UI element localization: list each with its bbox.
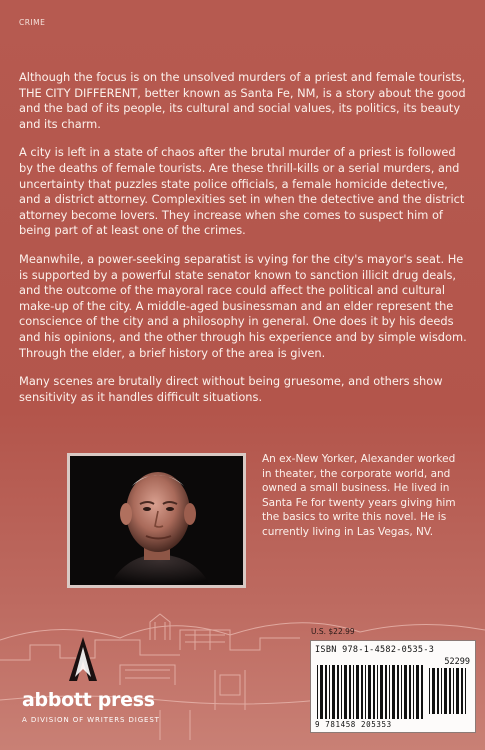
price-addon-barcode-bars	[429, 668, 469, 714]
ean-barcode-bars	[317, 665, 425, 719]
publisher-block	[20, 637, 190, 737]
isbn-number: ISBN 978-1-4582-0535-3	[315, 645, 435, 655]
author-photo	[67, 453, 246, 588]
blurb-paragraph-1: Although the focus is on the unsolved murders of a priest and female tourists, THE CITY DIFFERENT, better known as Santa Fe, NM, is a story about the good and the bad of its people, its cultural and social values, its politics, its beauty and its charm.	[19, 70, 466, 131]
isbn-barcode	[310, 640, 476, 733]
ean-digits: 9 781458 205353	[315, 720, 392, 729]
publisher-name: abbott press	[22, 689, 155, 711]
book-description	[19, 70, 471, 418]
price-label: U.S. $22.99	[311, 627, 355, 636]
genre-label: CRIME	[19, 18, 46, 27]
blurb-paragraph-4: Many scenes are brutally direct without being gruesome, and others show sensitivity as it handles difficult situations.	[19, 374, 443, 404]
blurb-paragraph-2: A city is left in a state of chaos after the brutal murder of a priest is followed by the deaths of female tourists. Are these thrill-kills or a serial murders, and uncertainty that puzzles state police officials, a female homicide detective, and a district attorney. Complexities set in when the detective and the district attorney become lovers. They increase when she comes to suspect him of being part of at least one of the crimes.	[19, 145, 465, 238]
author-portrait-image	[70, 456, 243, 585]
abbott-press-logo-icon	[61, 637, 105, 687]
publisher-tagline: A DIVISION OF WRITERS DIGEST	[22, 716, 160, 724]
blurb-paragraph-3: Meanwhile, a power-seeking separatist is vying for the city's mayor's seat. He is supported by a powerful state senator known to sanction illicit drug deals, and the outcome of the mayoral race could affect the political and cultural make-up of the city. A middle-aged businessman and an elder represent the conscience of the city and a philosophy in general. One does it by his deeds and his opinions, and the other through his experience and by simple wisdom. Through the elder, a brief history of the area is given.	[19, 251, 467, 360]
author-bio: An ex-New Yorker, Alexander worked in theater, the corporate world, and owned a small business. He lived in Santa Fe for twenty years giving him the basics to write this novel. He is currently living in Las Vegas, NV.	[262, 453, 456, 538]
price-code: 52299	[444, 657, 470, 667]
